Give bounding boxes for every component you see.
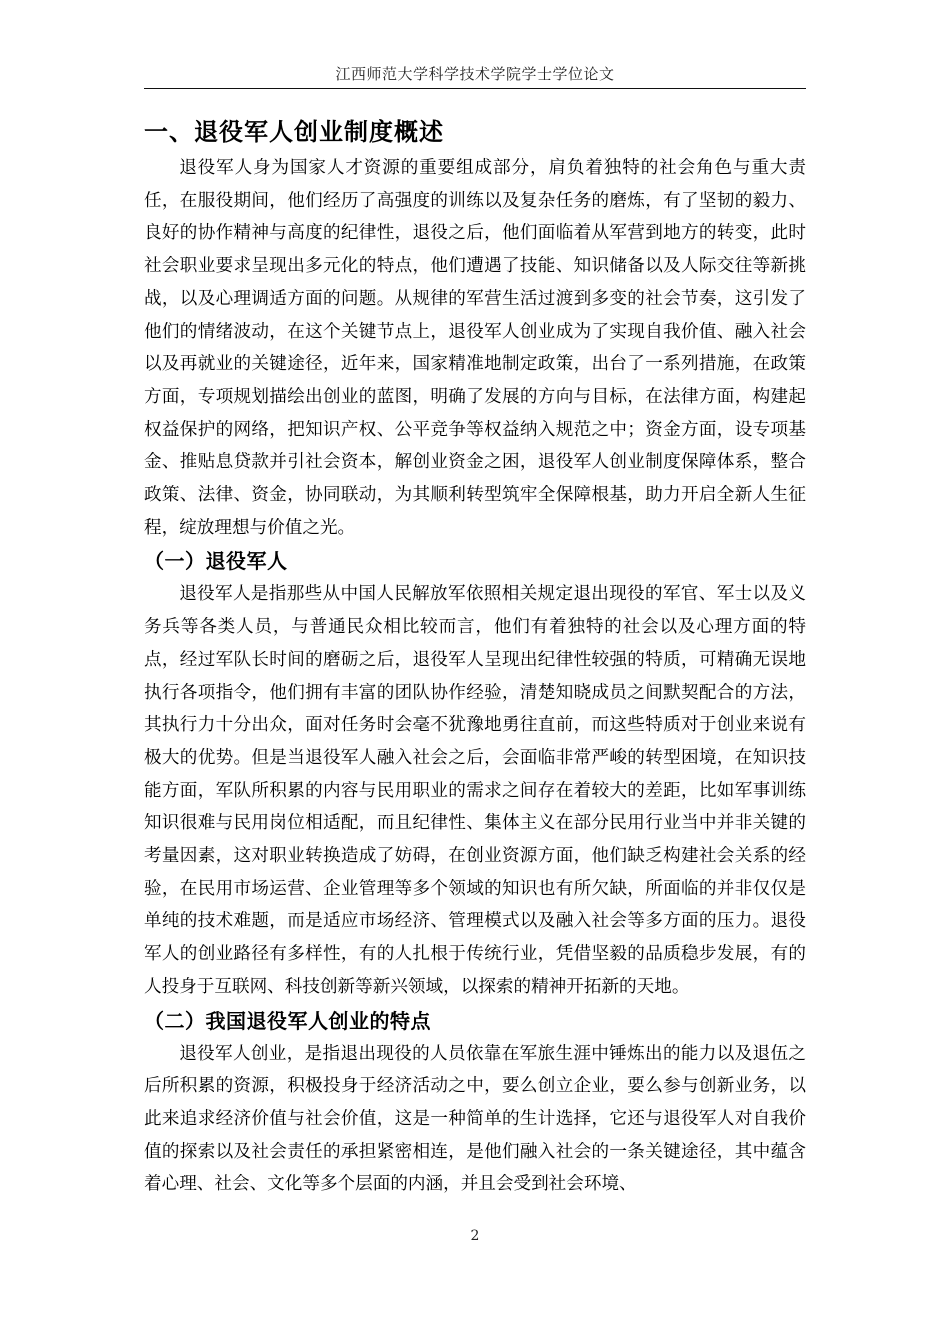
intro-paragraph: 退役军人身为国家人才资源的重要组成部分，肩负着独特的社会角色与重大责任，在服役期间，他们经历了高强度的训练以及复杂任务的磨炼，有了坚韧的毅力、良好的协作精神与高度的纪律性，退役之后，他们面临着从军营到地方的转变，此时社会职业要求呈现出多元化的特点，他们遭遇了技能、知识储备以及人际交往等新挑战，以及心理调适方面的问题。从规律的军营生活过渡到多变的社会节奏，这引发了他们的情绪波动，在这个关键节点上，退役军人创业成为了实现自我价值、融入社会以及再就业的关键途径，近年来，国家精准地制定政策，出台了一系列措施，在政策方面，专项规划描绘出创业的蓝图，明确了发展的方向与目标，在法律方面，构建起权益保护的网络，把知识产权、公平竞争等权益纳入规范之中；资金方面，设专项基金、推贴息贷款并引社会资本，解创业资金之困，退役军人创业制度保障体系，整合政策、法律、资金，协同联动，为其顺利转型筑牢全保障根基，助力开启全新人生征程，绽放理想与价值之光。 [144,158,806,538]
running-header: 江西师范大学科学技术学院学士学位论文 [335,65,615,83]
section-heading: 一、退役军人创业制度概述 [144,118,444,146]
page-number: 2 [470,1228,480,1244]
page-body [144,112,806,1201]
veterans-paragraph: 退役军人是指那些从中国人民解放军依照相关规定退出现役的军官、军士以及义务兵等各类人员，与普通民众相比较而言，他们有着独特的社会以及心理方面的特点，经过军队长时间的磨砺之后，退役军人呈现出纪律性较强的特质，可精确无误地执行各项指令，他们拥有丰富的团队协作经验，清楚知晓成员之间默契配合的方法，其执行力十分出众，面对任务时会毫不犹豫地勇往直前，而这些特质对于创业来说有极大的优势。但是当退役军人融入社会之后，会面临非常严峻的转型困境，在知识技能方面，军队所积累的内容与民用职业的需求之间存在着较大的差距，比如军事训练知识很难与民用岗位相适配，而且纪律性、集体主义在部分民用行业当中并非关键的考量因素，这对职业转换造成了妨碍，在创业资源方面，他们缺乏构建社会关系的经验，在民用市场运营、企业管理等多个领域的知识也有所欠缺，所面临的并非仅仅是单纯的技术难题，而是适应市场经济、管理模式以及融入社会等多方面的压力。退役军人的创业路径有多样性，有的人扎根于传统行业，凭借坚毅的品质稳步发展，有的人投身于互联网、科技创新等新兴领域，以探索的精神开拓新的天地。 [144,584,806,997]
characteristics-paragraph: 退役军人创业，是指退出现役的人员依靠在军旅生涯中锤炼出的能力以及退伍之后所积累的资源，积极投身于经济活动之中，要么创立企业，要么参与创新业务，以此来追求经济价值与社会价值，这是一种简单的生计选择，它还与退役军人对自我价值的探索以及社会责任的承担紧密相连，是他们融入社会的一条关键途径，其中蕴含着心理、社会、文化等多个层面的内涵，并且会受到社会环境、 [144,1043,806,1195]
header-divider [144,88,806,89]
subsection-heading-veterans: （一）退役军人 [144,549,288,574]
subsection-heading-characteristics: （二）我国退役军人创业的特点 [144,1008,431,1033]
